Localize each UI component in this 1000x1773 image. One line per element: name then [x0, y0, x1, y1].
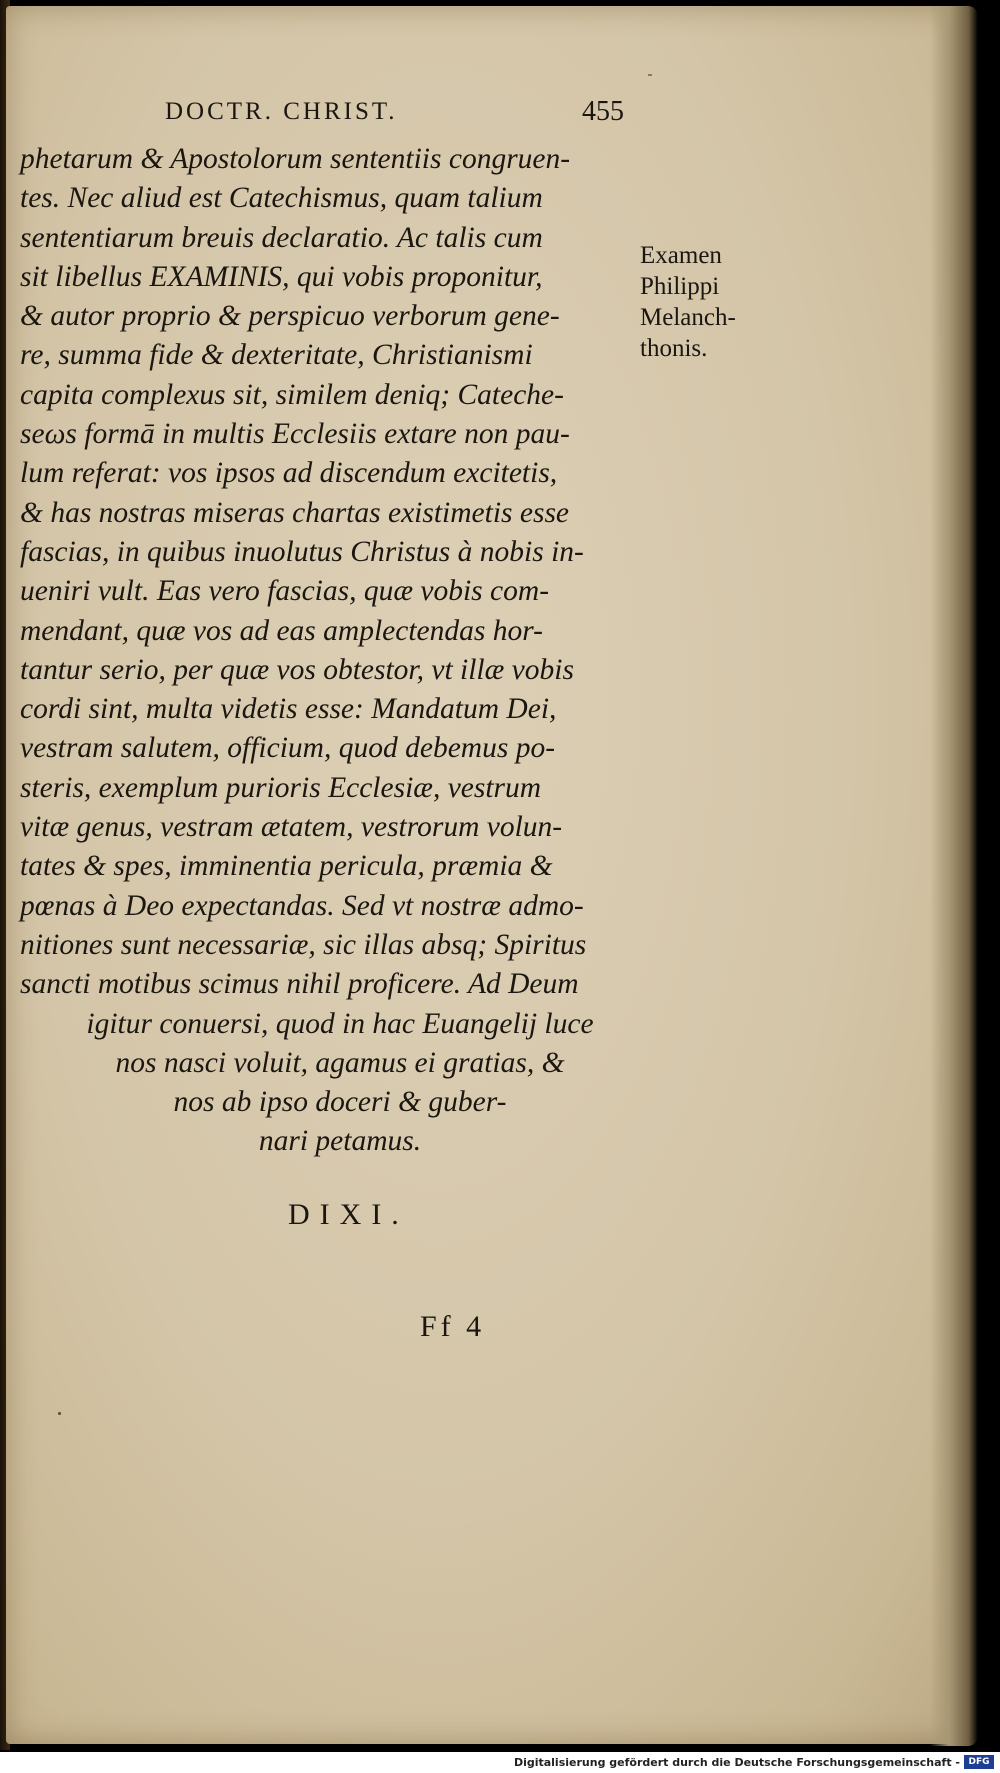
text-line: seωs formā in multis Ecclesiis extare non pau-: [20, 418, 570, 451]
closing-word: DIXI.: [288, 1198, 409, 1231]
text-line: sententiarum breuis declaratio. Ac talis cum: [20, 221, 543, 254]
paper-speck: [58, 1412, 61, 1415]
marginal-note-line: Examen: [640, 242, 722, 269]
text-line: tates & spes, imminentia pericula, præmia &: [20, 850, 553, 883]
text-line: vitæ genus, vestram ætatem, vestrorum volun-: [20, 811, 563, 844]
text-line: re, summa fide & dexteritate, Christianismi: [20, 339, 533, 372]
marginal-note: [640, 240, 736, 364]
marginal-note-line: thonis.: [640, 335, 708, 362]
text-line: mendant, quæ vos ad eas amplectendas hor-: [20, 614, 543, 647]
text-line: vestram salutem, officium, quod debemus po-: [20, 732, 556, 765]
text-line: nos nasci voluit, agamus ei gratias, &: [115, 1046, 565, 1079]
page-number: 455: [582, 96, 624, 127]
text-line: nari petamus.: [258, 1125, 422, 1158]
text-line: nos ab ipso doceri & guber-: [173, 1086, 507, 1119]
body-text: [20, 140, 660, 1162]
dfg-logo-icon: DFG: [964, 1755, 994, 1769]
digitization-credit: Digitalisierung gefördert durch die Deutsche Forschungsgemeinschaft -: [513, 1756, 960, 1769]
text-line: capita complexus sit, similem deniq; Cateche-: [20, 378, 564, 411]
text-line: nitiones sunt necessariæ, sic illas absq; Spiritus: [20, 928, 587, 961]
text-line: cordi sint, multa videtis esse: Mandatum Dei,: [20, 693, 557, 726]
text-line: sit libellus EXAMINIS, qui vobis proponitur,: [20, 260, 543, 293]
text-line: fascias, in quibus inuolutus Christus à nobis in-: [20, 535, 584, 568]
text-line: lum referat: vos ipsos ad discendum excitetis,: [20, 457, 558, 490]
running-head: DOCTR. CHRIST.: [165, 98, 398, 125]
page-edge-shadow: [930, 6, 978, 1746]
text-line: tes. Nec aliud est Catechismus, quam talium: [20, 182, 543, 215]
marginal-note-line: Philippi: [640, 273, 720, 300]
text-line: & has nostras miseras chartas existimetis esse: [20, 496, 570, 529]
text-line: pœnas à Deo expectandas. Sed vt nostræ admo-: [20, 889, 584, 922]
paper-speck: [648, 74, 652, 76]
text-line: ueniri vult. Eas vero fascias, quæ vobis com-: [20, 575, 550, 608]
text-line: igitur conuersi, quod in hac Euangelij luce: [86, 1007, 594, 1040]
text-line: steris, exemplum purioris Ecclesiæ, vestrum: [20, 771, 542, 804]
marginal-note-line: Melanch-: [640, 304, 736, 331]
text-line: phetarum & Apostolorum sententiis congruen-: [20, 143, 571, 175]
text-line: & autor proprio & perspicuo verborum gene-: [20, 300, 560, 333]
text-line: tantur serio, per quæ vos obtestor, vt illæ vobis: [20, 653, 574, 686]
text-line: sancti motibus scimus nihil proficere. Ad Deum: [20, 968, 579, 1001]
signature-mark: Ff 4: [420, 1310, 486, 1343]
